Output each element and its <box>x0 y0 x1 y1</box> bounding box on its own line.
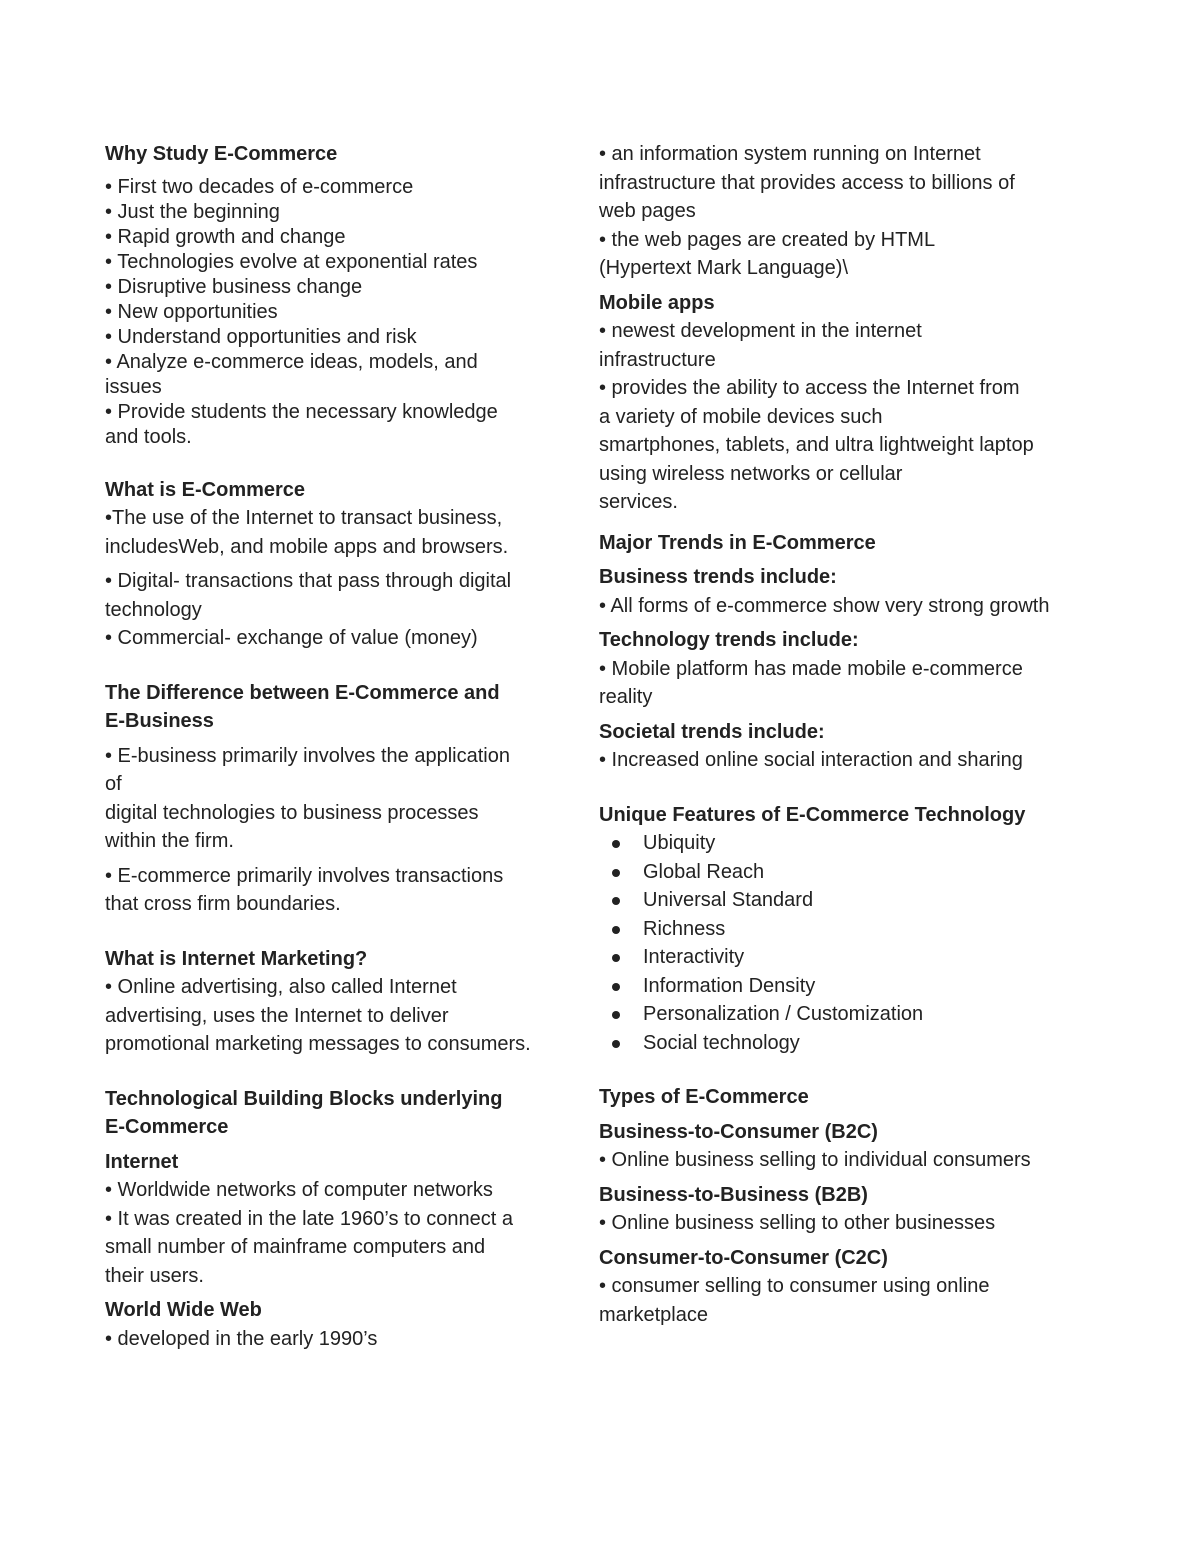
body-line: promotional marketing messages to consumers. <box>105 1033 531 1055</box>
body-line: small number of mainframe computers and <box>105 1236 486 1258</box>
body-line: • Online business selling to other businesses <box>599 1212 996 1234</box>
body-line: that cross firm boundaries. <box>105 893 341 915</box>
list-item: • Provide students the necessary knowledge <box>105 400 498 423</box>
heading-difference: The Difference between E-Commerce and <box>105 681 500 704</box>
body-line: digital technologies to business processes <box>105 801 479 824</box>
heading-building-blocks: Technological Building Blocks underlying <box>105 1087 503 1110</box>
body-line: services. <box>599 491 678 513</box>
list-item-continuation: issues <box>105 375 162 398</box>
subheading-technology-trends: Technology trends include: <box>599 629 859 651</box>
body-line: •The use of the Internet to transact business, <box>105 507 503 529</box>
body-line: • Online business selling to individual consumers <box>599 1149 1031 1171</box>
body-line: • newest development in the internet <box>599 320 922 342</box>
list-item: • Just the beginning <box>105 200 280 223</box>
list-item: Ubiquity <box>599 829 1099 858</box>
bullet-icon <box>612 983 620 991</box>
body-line: • provides the ability to access the Internet from <box>599 377 1020 399</box>
body-line: • It was created in the late 1960’s to connect a <box>105 1207 513 1230</box>
list-item: Global Reach <box>599 858 1099 887</box>
body-line: • All forms of e-commerce show very strong growth <box>599 594 1050 617</box>
left-column <box>105 140 575 1353</box>
subheading-world-wide-web: World Wide Web <box>105 1299 262 1321</box>
list-item: • Technologies evolve at exponential rates <box>105 250 478 273</box>
body-line: technology <box>105 598 202 621</box>
bullet-icon <box>612 1011 620 1019</box>
bullet-icon <box>612 954 620 962</box>
heading-difference-cont: E-Business <box>105 710 214 732</box>
subheading-societal-trends: Societal trends include: <box>599 720 825 743</box>
bullet-icon <box>612 869 620 877</box>
body-line: infrastructure <box>599 348 716 371</box>
body-line: • E-commerce primarily involves transactions <box>105 864 504 887</box>
list-item: • First two decades of e-commerce <box>105 175 414 198</box>
subheading-business-trends: Business trends include: <box>599 566 837 588</box>
body-line: • Digital- transactions that pass through digital <box>105 570 512 592</box>
body-line: infrastructure that provides access to billions of <box>599 171 1015 194</box>
body-line: using wireless networks or cellular <box>599 462 903 485</box>
list-item: Social technology <box>599 1029 1099 1058</box>
bullet-icon <box>612 897 620 905</box>
body-line: marketplace <box>599 1303 708 1326</box>
list-item: Richness <box>599 915 1099 944</box>
bullet-icon <box>612 840 620 848</box>
body-line: • Increased online social interaction and sharing <box>599 749 1023 771</box>
heading-internet-marketing: What is Internet Marketing? <box>105 947 368 970</box>
list-item: Interactivity <box>599 943 1099 972</box>
subheading-b2b: Business-to-Business (B2B) <box>599 1183 868 1206</box>
list-item: Information Density <box>599 972 1099 1001</box>
subheading-b2c: Business-to-Consumer (B2C) <box>599 1120 878 1143</box>
heading-types-of-ecommerce: Types of E-Commerce <box>599 1086 809 1108</box>
body-line: within the firm. <box>105 830 234 852</box>
body-line: of <box>105 773 122 795</box>
body-line: • Worldwide networks of computer networks <box>105 1179 493 1201</box>
subheading-internet: Internet <box>105 1150 179 1173</box>
heading-why-study: Why Study E-Commerce <box>105 143 338 165</box>
body-line: • Mobile platform has made mobile e-commerce <box>599 657 1023 680</box>
right-column <box>599 140 1099 1329</box>
body-line: advertising, uses the Internet to deliver <box>105 1004 449 1027</box>
heading-building-blocks-cont: E-Commerce <box>105 1116 229 1138</box>
list-item: • Analyze e-commerce ideas, models, and <box>105 350 478 373</box>
body-line: • E-business primarily involves the application <box>105 744 510 767</box>
body-line: • consumer selling to consumer using online <box>599 1275 990 1297</box>
heading-what-is-ecommerce: What is E-Commerce <box>105 478 306 501</box>
bullet-icon <box>612 926 620 934</box>
heading-unique-features: Unique Features of E-Commerce Technology <box>599 803 1026 826</box>
body-line: a variety of mobile devices such <box>599 405 883 428</box>
list-item: • New opportunities <box>105 300 278 323</box>
bullet-icon <box>612 1040 620 1048</box>
list-item: • Understand opportunities and risk <box>105 325 417 348</box>
body-line: • the web pages are created by HTML <box>599 228 936 251</box>
list-item: Universal Standard <box>599 886 1099 915</box>
subheading-c2c: Consumer-to-Consumer (C2C) <box>599 1246 888 1269</box>
body-line: web pages <box>599 200 696 222</box>
body-line: includesWeb, and mobile apps and browsers. <box>105 535 509 558</box>
body-line: • an information system running on Internet <box>599 143 981 165</box>
heading-major-trends: Major Trends in E-Commerce <box>599 531 876 554</box>
list-item: • Disruptive business change <box>105 275 363 298</box>
list-item: Personalization / Customization <box>599 1000 1099 1029</box>
body-line: smartphones, tablets, and ultra lightweight laptop <box>599 434 1034 456</box>
body-line: reality <box>599 686 653 708</box>
list-item-continuation: and tools. <box>105 425 192 448</box>
body-line: • developed in the early 1990’s <box>105 1327 378 1350</box>
body-line: • Commercial- exchange of value (money) <box>105 627 478 649</box>
body-line: their users. <box>105 1264 204 1287</box>
body-line: (Hypertext Mark Language)\ <box>599 257 849 279</box>
subheading-mobile-apps: Mobile apps <box>599 291 715 314</box>
body-line: • Online advertising, also called Internet <box>105 976 457 998</box>
list-item: • Rapid growth and change <box>105 225 346 248</box>
